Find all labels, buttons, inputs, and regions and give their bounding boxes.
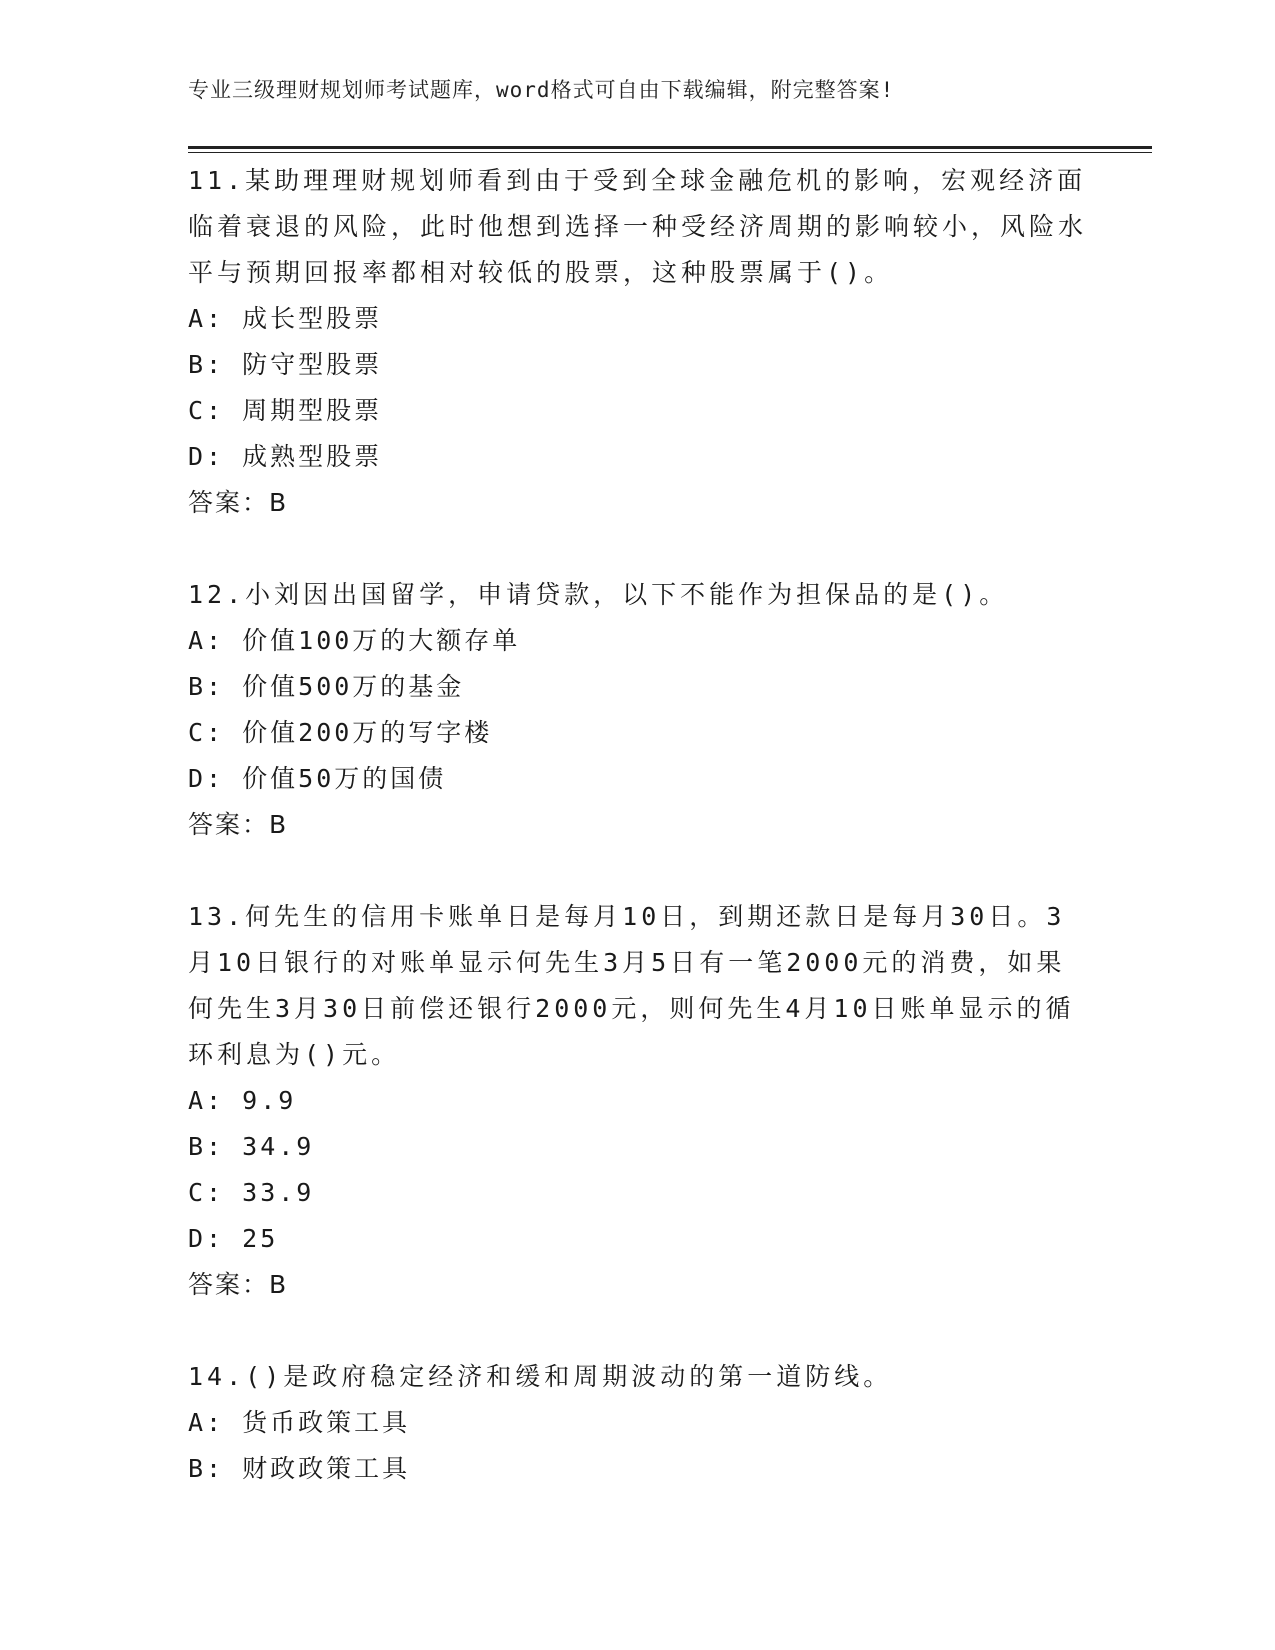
option-d: D: 成熟型股票 (188, 442, 383, 471)
option-b: B: 价值500万的基金 (188, 672, 465, 701)
option-a: A: 货币政策工具 (188, 1408, 411, 1437)
answer: 答案：B (188, 1270, 289, 1299)
spacer (188, 526, 1088, 572)
question-text: 12.小刘因出国留学，申请贷款，以下不能作为担保品的是()。 (188, 580, 1009, 609)
spacer (188, 848, 1088, 894)
answer: 答案：B (188, 488, 289, 517)
answer: 答案：B (188, 810, 289, 839)
page-header: 专业三级理财规划师考试题库，word格式可自由下载编辑，附完整答案! (188, 78, 895, 102)
option-a: A: 价值100万的大额存单 (188, 626, 521, 655)
header-divider-thick (188, 146, 1152, 149)
option-c: C: 价值200万的写字楼 (188, 718, 493, 747)
header-divider-thin (188, 152, 1152, 153)
question-11 (188, 158, 1088, 526)
option-d: D: 价值50万的国债 (188, 764, 447, 793)
question-12 (188, 572, 1088, 848)
question-list (188, 158, 1088, 1492)
option-b: B: 财政政策工具 (188, 1454, 411, 1483)
option-a: A: 成长型股票 (188, 304, 383, 333)
option-b: B: 防守型股票 (188, 350, 383, 379)
option-d: D: 25 (188, 1224, 279, 1253)
option-a: A: 9.9 (188, 1086, 297, 1115)
question-text: 13.何先生的信用卡账单日是每月10日，到期还款日是每月30日。3月10日银行的对账单显示何先生3月5日有一笔2000元的消费，如果何先生3月30日前偿还银行2000元，则何先生4月10日账单显示的循环利息为()元。 (188, 902, 1075, 1069)
option-b: B: 34.9 (188, 1132, 315, 1161)
option-c: C: 33.9 (188, 1178, 315, 1207)
question-14 (188, 1354, 1088, 1492)
question-text: 11.某助理理财规划师看到由于受到全球金融危机的影响，宏观经济面临着衰退的风险，此时他想到选择一种受经济周期的影响较小，风险水平与预期回报率都相对较低的股票，这种股票属于()。 (188, 166, 1088, 287)
question-text: 14.()是政府稳定经济和缓和周期波动的第一道防线。 (188, 1362, 893, 1391)
option-c: C: 周期型股票 (188, 396, 383, 425)
spacer (188, 1308, 1088, 1354)
question-13 (188, 894, 1088, 1308)
